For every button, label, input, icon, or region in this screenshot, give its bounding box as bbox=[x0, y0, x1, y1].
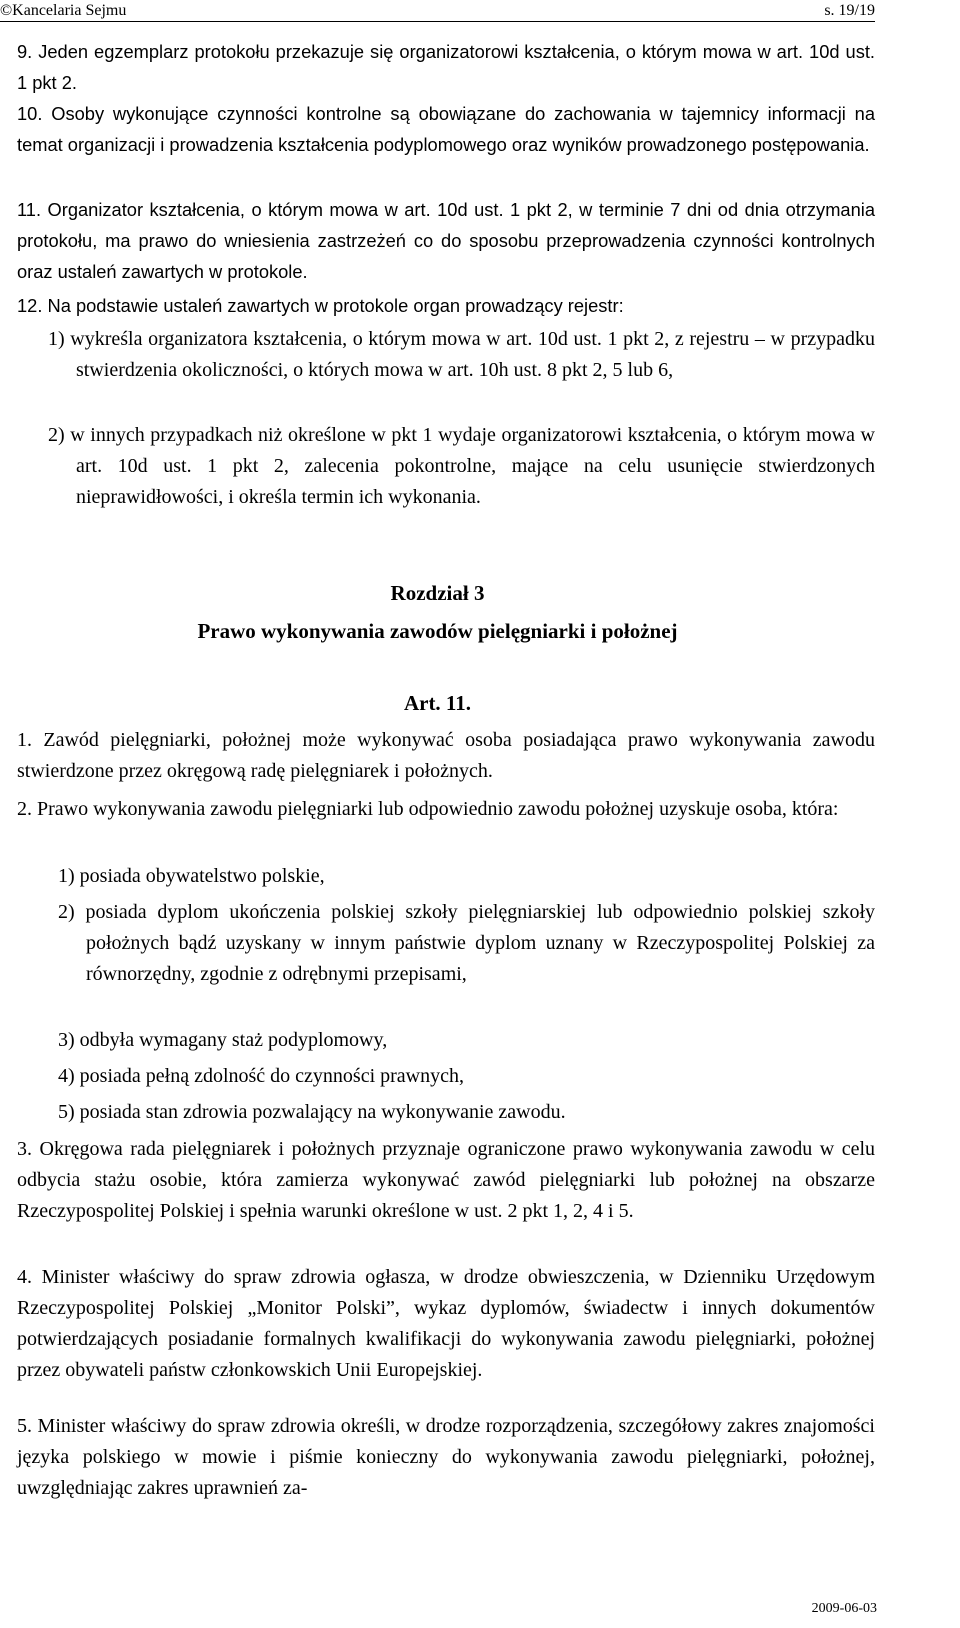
item-11-text: Organizator kształcenia, o którym mowa w art. 10d ust. 1 pkt 2, w terminie 7 dni od dnia otrzymania protokołu, ma prawo do wniesienia zastrzeżeń co do sposobu przeprowadzenia czynności kontrolnych oraz ustaleń zawartych w protokole. bbox=[17, 199, 875, 282]
article-11-para-2-point-2: 2) posiada dyplom ukończenia polskiej szkoły pielęgniarskiej lub odpowiednio polskiej szkoły położnych bądź uzyskany w innym państwie dyplom uznany w Rzeczypospolitej Polskiej za równorzędny, zgodnie z odrębnymi przepisami, bbox=[58, 901, 875, 985]
chapter-title: Prawo wykonywania zawodów pielęgniarki i położnej bbox=[197, 619, 678, 643]
chapter-number: Rozdział 3 bbox=[390, 581, 485, 605]
header-page-number: s. 19/19 bbox=[824, 2, 875, 19]
footer-date: 2009-06-03 bbox=[811, 1601, 877, 1616]
article-11-para-2-point-4: 4) posiada pełną zdolność do czynności prawnych, bbox=[58, 1065, 464, 1087]
article-11-para-2: 2. Prawo wykonywania zawodu pielęgniarki lub odpowiednio zawodu położnej uzyskuje osoba, która: bbox=[17, 798, 839, 820]
item-10-text: Osoby wykonujące czynności kontrolne są obowiązane do zachowania w tajemnicy informacji na temat organizacji i prowadzenia kształcenia podyplomowego oraz wyników prowadzonego postępowania. bbox=[17, 103, 875, 155]
article-11-para-5: 5. Minister właściwy do spraw zdrowia określi, w drodze rozporządzenia, szczegółowy zakres znajomości języka polskiego w mowie i piśmie konieczny do wykonywania zawodu pielęgniarki, położnej, uwzględniając zakres uprawnień za- bbox=[17, 1415, 875, 1499]
article-11-para-2-point-1: 1) posiada obywatelstwo polskie, bbox=[58, 865, 325, 887]
item-12-point-2: 2) w innych przypadkach niż określone w pkt 1 wydaje organizatorowi kształcenia, o którym mowa w art. 10d ust. 1 pkt 2, zalecenia pokontrolne, mające na celu usunięcie stwierdzonych nieprawidłowości, i określa termin ich wykonania. bbox=[48, 424, 875, 508]
article-11-para-4: 4. Minister właściwy do spraw zdrowia ogłasza, w drodze obwieszczenia, w Dzienniku Urzędowym Rzeczypospolitej Polskiej „Monitor Polski”, wykaz dyplomów, świadectw i innych dokumentów potwierdzających posiadanie formalnych kwalifikacji do wykonywania zawodu pielęgniarki, położnej przez obywateli państw członkowskich Unii Europejskiej. bbox=[17, 1266, 875, 1381]
header-source: ©Kancelaria Sejmu bbox=[0, 2, 127, 19]
item-9-text: Jeden egzemplarz protokołu przekazuje się organizatorowi kształcenia, o którym mowa w art. 10d ust. 1 pkt 2. bbox=[17, 41, 875, 93]
item-11 bbox=[17, 194, 875, 287]
article-11-para-1: 1. Zawód pielęgniarki, położnej może wykonywać osoba posiadająca prawo wykonywania zawodu stwierdzone przez okręgową radę pielęgniarek i położnych. bbox=[17, 729, 875, 782]
page-header bbox=[0, 0, 875, 22]
article-11-para-3: 3. Okręgowa rada pielęgniarek i położnych przyznaje ograniczone prawo wykonywania zawodu w celu odbycia stażu osobie, która zamierza wykonywać zawód pielęgniarki lub położnej na obszarze Rzeczypospolitej Polskiej i spełnia warunki określone w ust. 2 pkt 1, 2, 4 i 5. bbox=[17, 1138, 875, 1222]
item-12 bbox=[17, 290, 875, 321]
item-10-number: 10. bbox=[17, 103, 43, 124]
item-12-number: 12. bbox=[17, 295, 43, 316]
article-11-para-2-point-3: 3) odbyła wymagany staż podyplomowy, bbox=[58, 1029, 388, 1051]
item-10 bbox=[17, 98, 875, 160]
header-rule bbox=[0, 21, 875, 22]
item-12-text: Na podstawie ustaleń zawartych w protokole organ prowadzący rejestr: bbox=[47, 295, 624, 316]
item-12-point-1: 1) wykreśla organizatora kształcenia, o którym mowa w art. 10d ust. 1 pkt 2, z rejestru – w przypadku stwierdzenia okoliczności, o których mowa w art. 10h ust. 8 pkt 2, 5 lub 6, bbox=[48, 328, 875, 381]
item-11-number: 11. bbox=[17, 199, 42, 220]
article-title: Art. 11. bbox=[403, 691, 472, 715]
item-9 bbox=[17, 36, 875, 98]
article-11-para-2-point-5: 5) posiada stan zdrowia pozwalający na wykonywanie zawodu. bbox=[58, 1101, 566, 1123]
item-9-number: 9. bbox=[17, 41, 33, 62]
